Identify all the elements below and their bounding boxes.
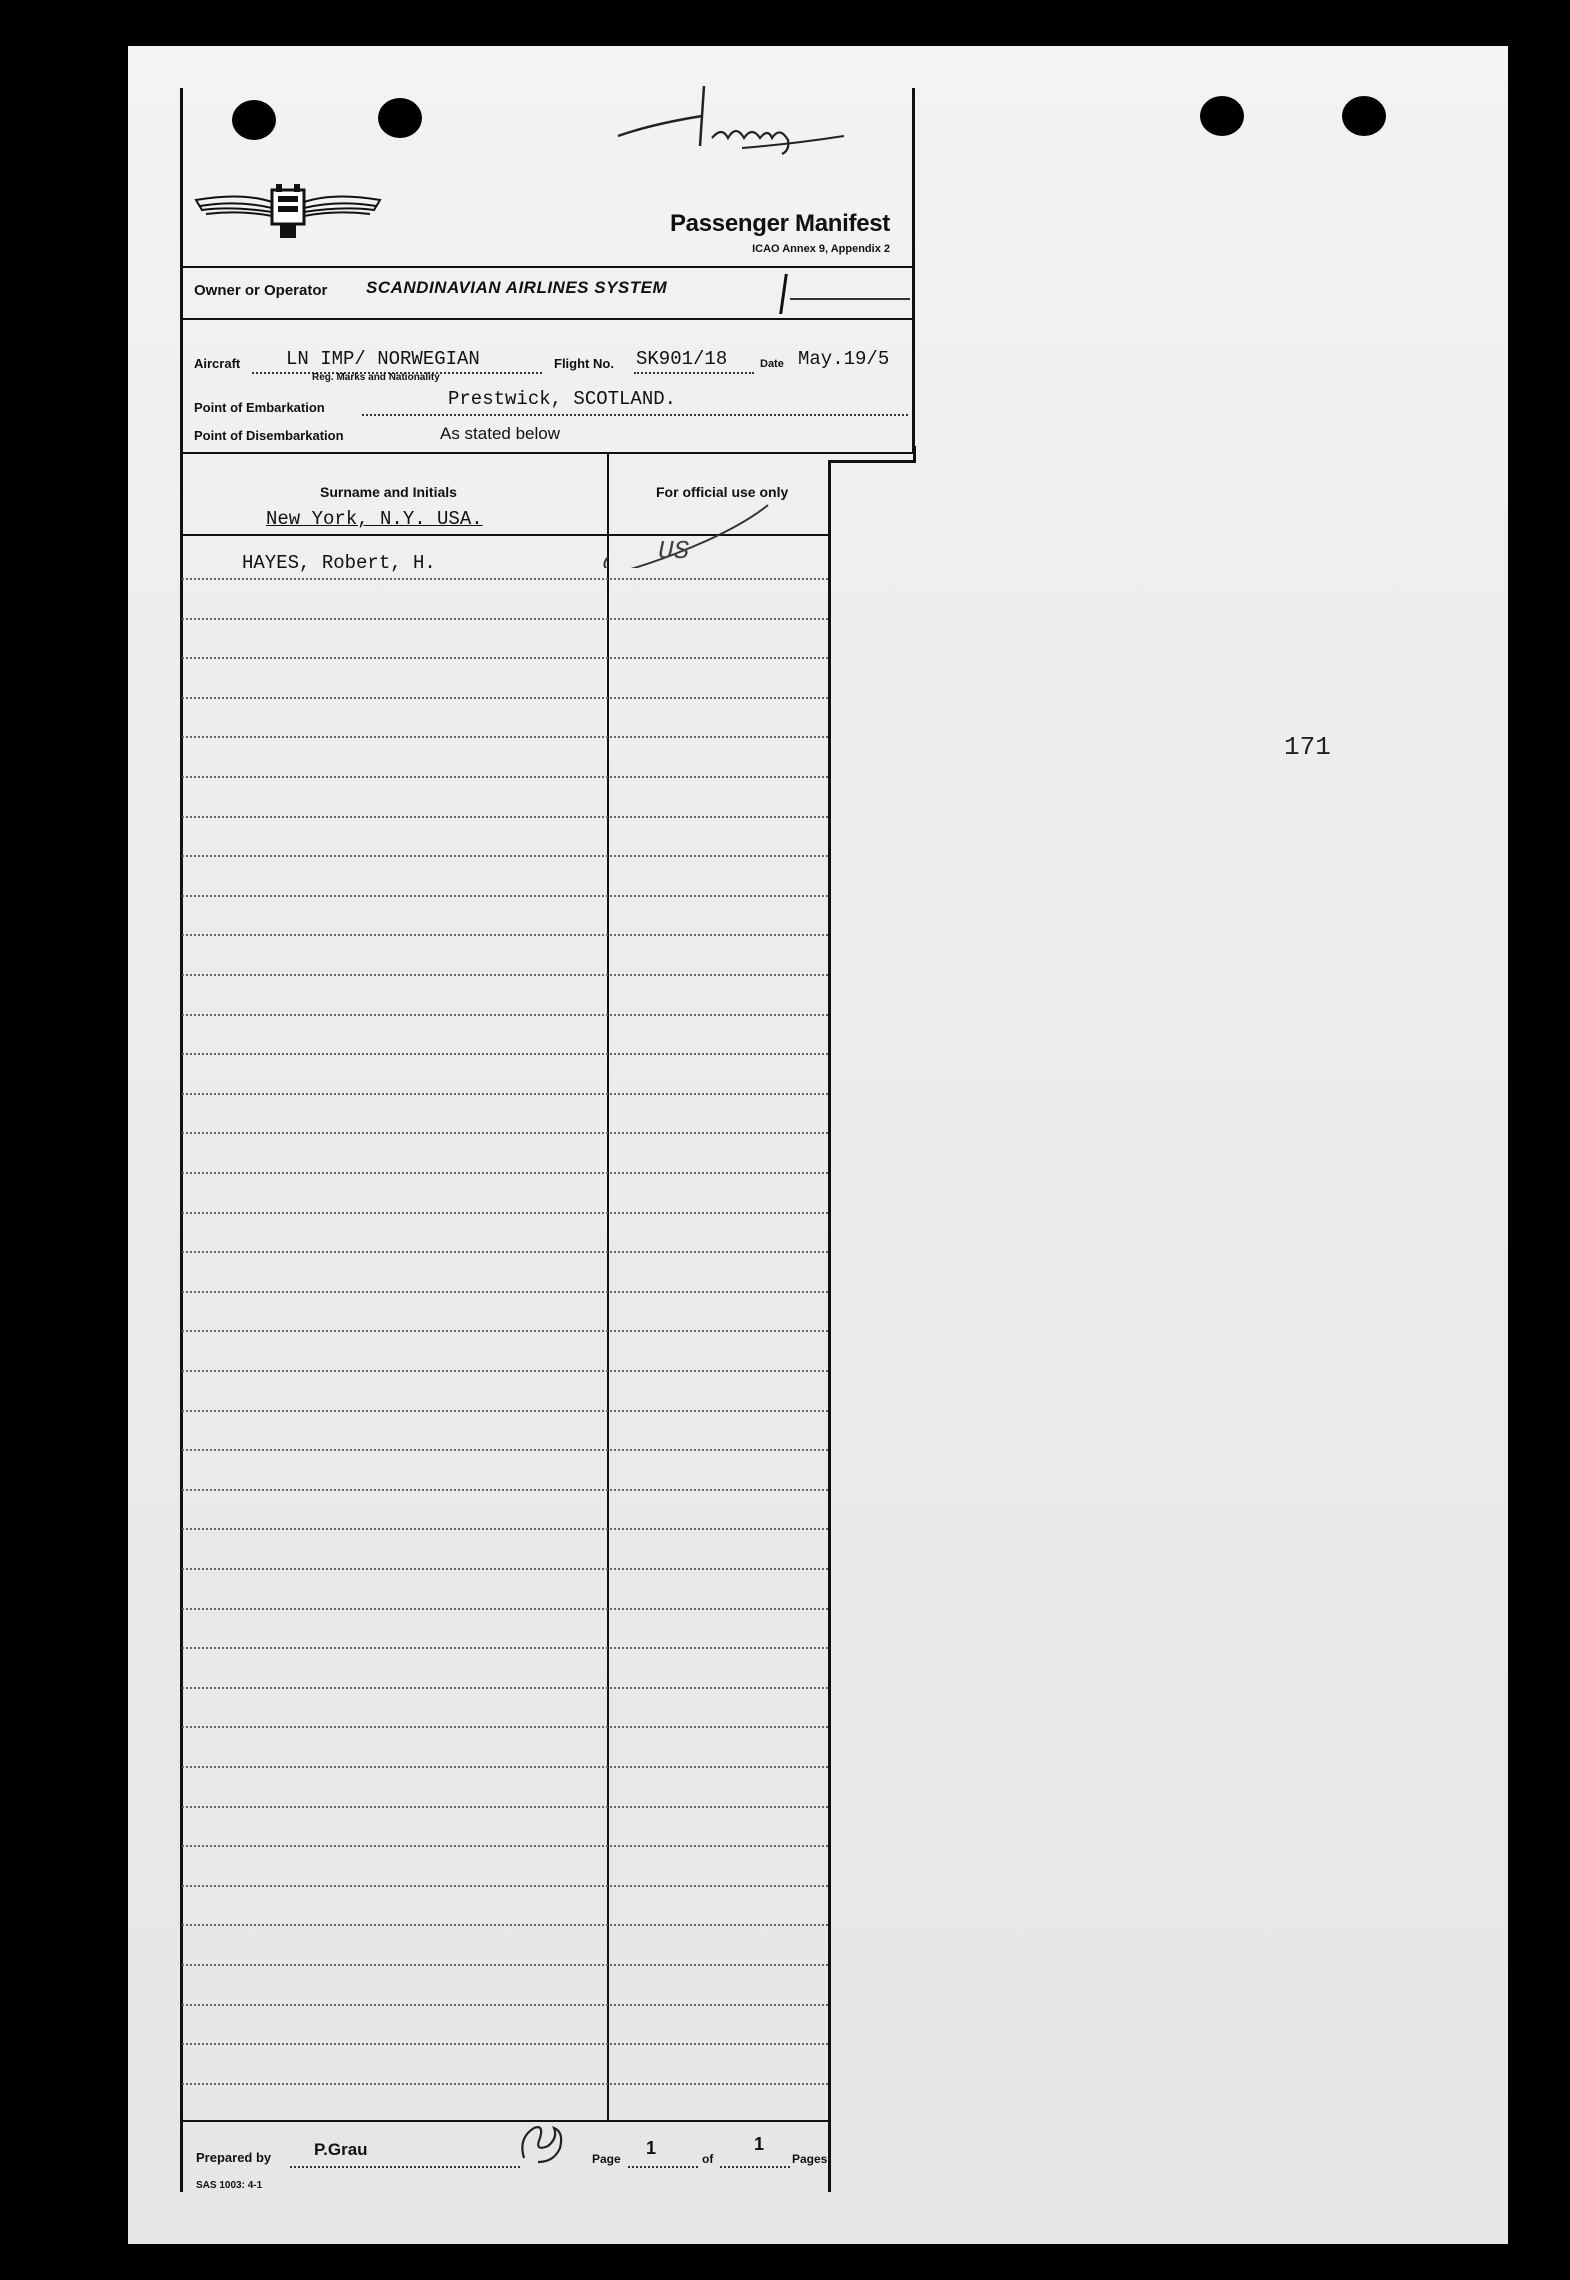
disembarkation-label: Point of Disembarkation	[194, 428, 344, 443]
date-value: May.19/5	[798, 348, 890, 370]
of-label: of	[702, 2152, 714, 2166]
date-label: Date	[760, 358, 784, 370]
owner-divider	[180, 318, 915, 320]
table-row-line	[182, 578, 828, 580]
page-number-stamp: 171	[1284, 732, 1331, 762]
table-row-line	[182, 1093, 828, 1095]
destination-entry: New York, N.Y. USA.	[266, 508, 483, 530]
flight-no-dots	[634, 372, 754, 374]
embarkation-dots	[362, 414, 908, 416]
aircraft-value: LN IMP/ NORWEGIAN	[286, 348, 480, 370]
table-row-line	[182, 736, 828, 738]
table-row-line	[182, 1172, 828, 1174]
table-row-line	[182, 1885, 828, 1887]
table-row-line	[182, 657, 828, 659]
table-row-line	[182, 1726, 828, 1728]
table-row-line	[182, 1330, 828, 1332]
flight-no-value: SK901/18	[636, 348, 728, 370]
table-row-line	[182, 895, 828, 897]
punch-hole-4	[1342, 96, 1386, 136]
aircraft-label: Aircraft	[194, 356, 241, 371]
table-row-line	[182, 1370, 828, 1372]
table-row-line	[182, 934, 828, 936]
table-row-line	[182, 1251, 828, 1253]
header-divider	[180, 266, 915, 268]
column-header-official: For official use only	[656, 484, 789, 500]
table-row-line	[182, 1766, 828, 1768]
prepared-by-dots	[290, 2166, 520, 2168]
table-row-line	[182, 1132, 828, 1134]
prepared-by-label: Prepared by	[196, 2150, 272, 2165]
table-row-line	[182, 1291, 828, 1293]
table-right-border	[828, 460, 831, 2192]
owner-label: Owner or Operator	[194, 282, 328, 299]
table-row-line	[182, 2043, 828, 2045]
sas-logo-icon	[192, 182, 384, 242]
table-row-line	[182, 2004, 828, 2006]
handwritten-annotation	[612, 76, 852, 156]
table-row-line	[182, 855, 828, 857]
table-right-notch-edge	[913, 446, 916, 462]
table-row-line	[182, 1410, 828, 1412]
table-row-line	[182, 1489, 828, 1491]
details-divider	[180, 452, 915, 454]
owner-value: SCANDINAVIAN AIRLINES SYSTEM	[366, 278, 668, 297]
page-subtitle: ICAO Annex 9, Appendix 2	[752, 243, 890, 255]
table-row-line	[182, 1806, 828, 1808]
page-value: 1	[646, 2138, 657, 2158]
column-header-surname: Surname and Initials	[320, 484, 457, 500]
table-row-line	[182, 1924, 828, 1926]
table-bottom-line	[182, 2120, 828, 2122]
table-row-line	[182, 1528, 828, 1530]
disembarkation-value: As stated below	[440, 424, 561, 443]
table-row-line	[182, 1608, 828, 1610]
table-right-notch	[828, 460, 916, 463]
page-title: Passenger Manifest	[669, 210, 890, 237]
owner-dots	[790, 298, 910, 300]
punch-hole-3	[1200, 96, 1244, 136]
table-row-line	[182, 1845, 828, 1847]
table-row-line	[182, 618, 828, 620]
of-value: 1	[754, 2134, 765, 2154]
pages-label: Pages	[792, 2152, 828, 2166]
page-dots	[628, 2166, 698, 2168]
page-label: Page	[592, 2152, 621, 2166]
reg-caption: Reg. Marks and Nationality	[312, 372, 440, 383]
form-code: SAS 1003: 4-1	[196, 2180, 263, 2191]
table-row-line	[182, 1053, 828, 1055]
passenger-name: HAYES, Robert, H.	[242, 552, 436, 574]
of-dots	[720, 2166, 790, 2168]
table-row-line	[182, 697, 828, 699]
table-row-line	[182, 1014, 828, 1016]
initials-signature	[514, 2118, 574, 2168]
table-row-line	[182, 1687, 828, 1689]
table-row-line	[182, 1449, 828, 1451]
table-row-line	[182, 1964, 828, 1966]
prepared-by-value: P.Grau	[314, 2140, 368, 2159]
table-row-line	[182, 1212, 828, 1214]
table-row-line	[182, 1647, 828, 1649]
table-column-divider	[607, 452, 609, 2120]
flight-no-label: Flight No.	[554, 356, 614, 371]
table-row-line	[182, 776, 828, 778]
embarkation-label: Point of Embarkation	[194, 400, 325, 415]
official-mark: US	[658, 536, 690, 566]
table-row-line	[182, 974, 828, 976]
table-row-line	[182, 2083, 828, 2085]
table-row-line	[182, 816, 828, 818]
table-row-line	[182, 1568, 828, 1570]
embarkation-value: Prestwick, SCOTLAND.	[448, 388, 677, 410]
